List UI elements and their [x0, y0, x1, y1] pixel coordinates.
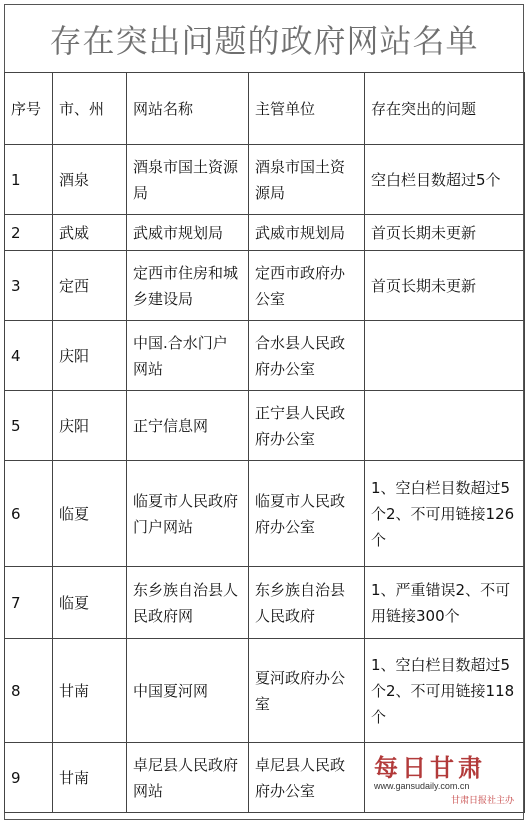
cell-no: 1: [5, 145, 53, 215]
cell-issue: 首页长期未更新: [365, 251, 525, 321]
watermark-url: www.gansudaily.com.cn: [374, 781, 470, 791]
cell-unit: 东乡族自治县人民政府: [249, 567, 365, 639]
cell-city: 庆阳: [53, 321, 127, 391]
cell-city: 酒泉: [53, 145, 127, 215]
cell-site: 中国.合水门户网站: [127, 321, 249, 391]
cell-unit: 定西市政府办公室: [249, 251, 365, 321]
cell-site: 武威市规划局: [127, 215, 249, 251]
cell-site: 中国夏河网: [127, 639, 249, 743]
cell-issue: [365, 391, 525, 461]
cell-site: 卓尼县人民政府网站: [127, 743, 249, 813]
cell-no: 2: [5, 215, 53, 251]
watermark-subtitle: 甘肃日报社主办: [450, 796, 514, 806]
cell-site: 东乡族自治县人民政府网: [127, 567, 249, 639]
header-no: 序号: [5, 73, 53, 145]
table-header-row: [5, 73, 525, 145]
cell-site: 正宁信息网: [127, 391, 249, 461]
cell-no: 4: [5, 321, 53, 391]
header-site: 网站名称: [127, 73, 249, 145]
cell-issue: 空白栏目数超过5个: [365, 145, 525, 215]
cell-unit: 夏河政府办公室: [249, 639, 365, 743]
page-title: 存在突出问题的政府网站名单: [49, 22, 479, 60]
cell-no: 8: [5, 639, 53, 743]
publisher-watermark: [374, 748, 514, 806]
table-row: [5, 215, 525, 251]
cell-issue: [365, 321, 525, 391]
watermark-logo: 每日甘肃: [374, 753, 486, 782]
header-unit: 主管单位: [249, 73, 365, 145]
cell-no: 6: [5, 461, 53, 567]
table-row: [5, 321, 525, 391]
table-row: [5, 391, 525, 461]
cell-city: 定西: [53, 251, 127, 321]
cell-no: 5: [5, 391, 53, 461]
cell-site: 临夏市人民政府门户网站: [127, 461, 249, 567]
table-row: [5, 251, 525, 321]
cell-unit: 酒泉市国土资源局: [249, 145, 365, 215]
cell-city: 甘南: [53, 743, 127, 813]
cell-issue: 1、空白栏目数超过5个2、不可用链接126个: [365, 461, 525, 567]
cell-unit: 卓尼县人民政府办公室: [249, 743, 365, 813]
table-row: [5, 639, 525, 743]
cell-no: 7: [5, 567, 53, 639]
header-city: 市、州: [53, 73, 127, 145]
cell-city: 庆阳: [53, 391, 127, 461]
cell-city: 临夏: [53, 461, 127, 567]
cell-issue: 1、严重错误2、不可用链接300个: [365, 567, 525, 639]
table-row: [5, 145, 525, 215]
cell-no: 9: [5, 743, 53, 813]
cell-unit: 临夏市人民政府办公室: [249, 461, 365, 567]
cell-city: 临夏: [53, 567, 127, 639]
table-row: [5, 461, 525, 567]
cell-unit: 合水县人民政府办公室: [249, 321, 365, 391]
cell-city: 武威: [53, 215, 127, 251]
header-issue: 存在突出的问题: [365, 73, 525, 145]
cell-city: 甘南: [53, 639, 127, 743]
cell-unit: 武威市规划局: [249, 215, 365, 251]
table-row: [5, 567, 525, 639]
cell-site: 定西市住房和城乡建设局: [127, 251, 249, 321]
cell-no: 3: [5, 251, 53, 321]
cell-site: 酒泉市国土资源局: [127, 145, 249, 215]
cell-issue: 1、空白栏目数超过5个2、不可用链接118个: [365, 639, 525, 743]
cell-unit: 正宁县人民政府办公室: [249, 391, 365, 461]
cell-issue: 首页长期未更新: [365, 215, 525, 251]
site-list-table: [4, 72, 525, 813]
